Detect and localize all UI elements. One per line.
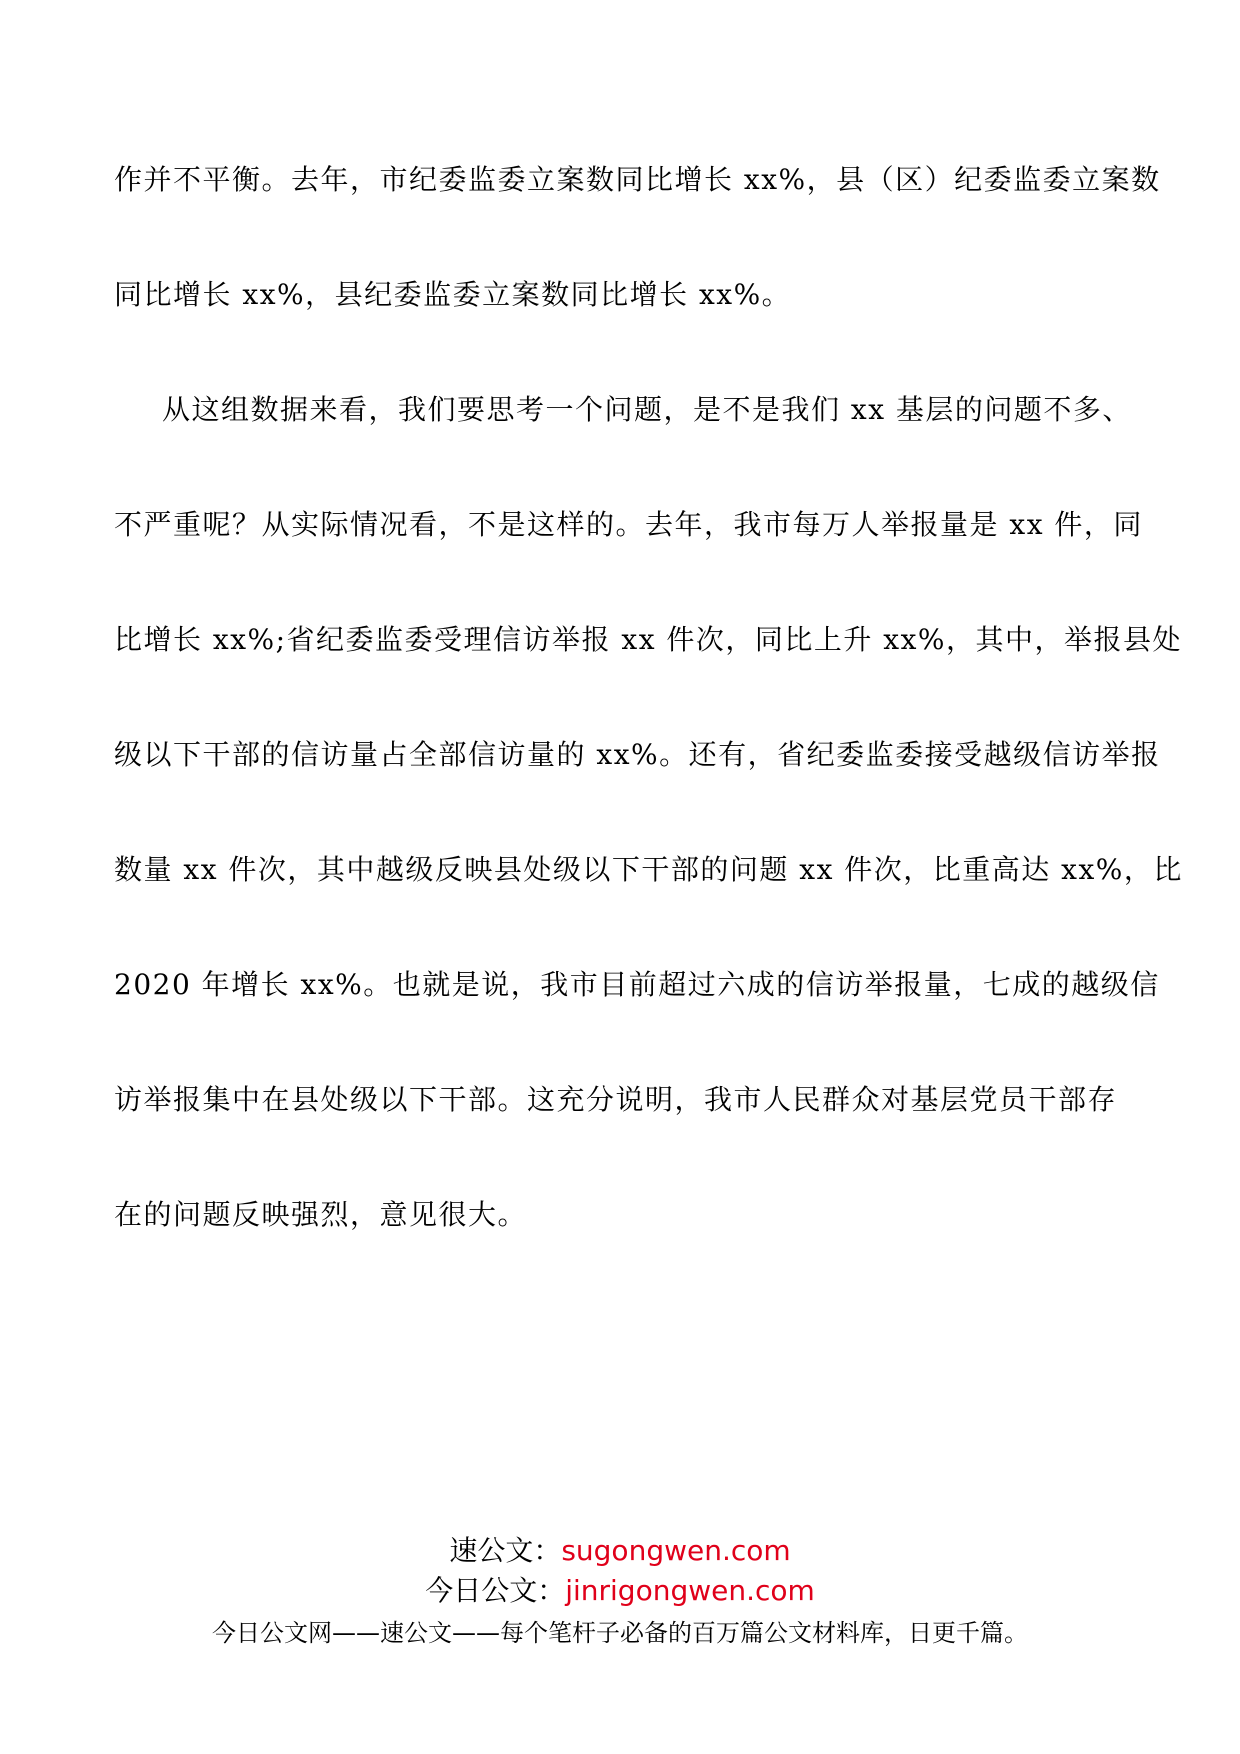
body-line-8: 2020 年增长 xx%。也就是说，我市目前超过六成的信访举报量，七成的越级信 <box>114 968 1160 1001</box>
body-line-10: 在的问题反映强烈，意见很大。 <box>114 1198 528 1231</box>
body-line-5: 比增长 xx%;省纪委监委受理信访举报 xx 件次，同比上升 xx%，其中，举报县处 <box>114 623 1182 656</box>
footer-tagline: 今日公文网——速公文——每个笔杆子必备的百万篇公文材料库，日更千篇。 <box>212 1619 1028 1647</box>
body-line-2: 同比增长 xx%，县纪委监委立案数同比增长 xx%。 <box>114 278 792 311</box>
body-line-9: 访举报集中在县处级以下干部。这充分说明，我市人民群众对基层党员干部存 <box>114 1083 1118 1116</box>
footer-jinrigongwen-label: 今日公文： <box>425 1574 566 1607</box>
footer-jinrigongwen <box>0 1573 1240 1609</box>
footer-sugongwen <box>0 1533 1240 1569</box>
footer-jinrigongwen-link[interactable]: jinrigongwen.com <box>565 1574 815 1607</box>
body-line-3: 从这组数据来看，我们要思考一个问题，是不是我们 xx 基层的问题不多、 <box>162 393 1132 426</box>
body-line-6: 级以下干部的信访量占全部信访量的 xx%。还有，省纪委监委接受越级信访举报 <box>114 738 1161 771</box>
body-line-1: 作并不平衡。去年，市纪委监委立案数同比增长 xx%，县（区）纪委监委立案数 <box>114 163 1161 196</box>
footer-sugongwen-link[interactable]: sugongwen.com <box>561 1534 791 1567</box>
body-line-7: 数量 xx 件次，其中越级反映县处级以下干部的问题 xx 件次，比重高达 xx%，比 <box>114 853 1183 886</box>
footer-sugongwen-label: 速公文： <box>449 1534 562 1567</box>
body-line-4: 不严重呢？从实际情况看，不是这样的。去年，我市每万人举报量是 xx 件，同 <box>114 508 1143 541</box>
